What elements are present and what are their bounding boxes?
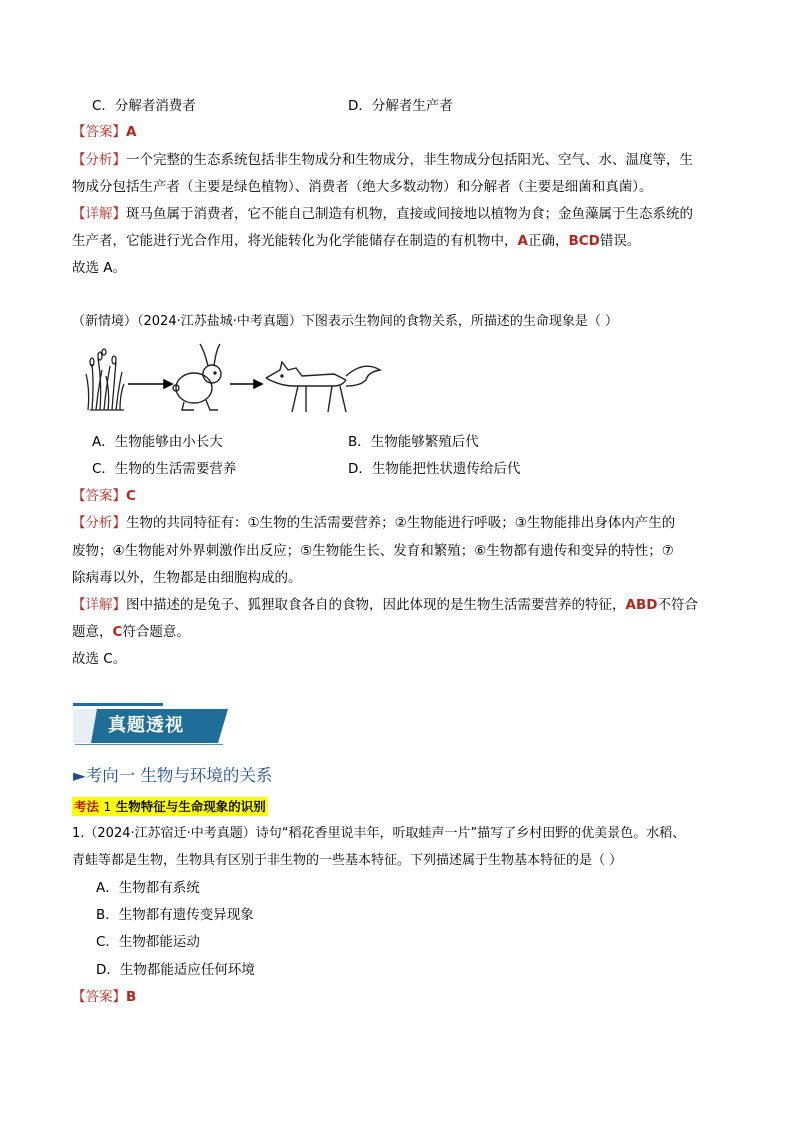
detail-tag: 【详解】 xyxy=(72,597,126,613)
analysis-text: 生物的共同特征有：①生物的生活需要营养；②生物能进行呼吸；③生物能排出身体内产生的 xyxy=(126,515,676,531)
analysis-line-1 xyxy=(72,513,675,533)
option-d: D．分解者生产者 xyxy=(348,98,453,114)
detail-text: 错误。 xyxy=(599,233,641,249)
answer-tag: 【答案】 xyxy=(72,124,126,140)
detail-letter: C xyxy=(112,624,123,640)
conclusion: 故选 A。 xyxy=(72,260,127,276)
section-heading: ►考向一 生物与环境的关系 xyxy=(73,766,273,785)
detail-text: 题意， xyxy=(72,624,113,640)
question-stem-line-1: 1.（2024·江苏宿迁·中考真题）诗句“稻花香里说丰年，听取蛙声一片”描写了乡村田野的优美景色。水稻、 xyxy=(72,826,686,841)
detail-letter: ABD xyxy=(625,597,658,613)
question-stem: （新情境）（2024·江苏盐城·中考真题）下图表示生物间的食物关系，所描述的生命现象是（ ） xyxy=(72,314,618,329)
option-c: C．分解者消费者 xyxy=(92,98,196,114)
analysis-line-2: 废物；④生物能对外界刺激作出反应；⑤生物能生长、发育和繁殖；⑥生物都有遗传和变异的特性；⑦ xyxy=(72,543,674,559)
answer-line xyxy=(72,122,136,142)
answer-tag: 【答案】 xyxy=(72,989,126,1005)
detail-letter: BCD xyxy=(568,233,600,249)
detail-line-1 xyxy=(72,204,693,224)
option-b: B．生物能够繁殖后代 xyxy=(348,434,479,450)
detail-line-1 xyxy=(72,595,698,615)
detail-text: 正确， xyxy=(527,233,569,249)
method-title: 生物特征与生命现象的识别 xyxy=(115,799,266,814)
answer-line xyxy=(72,486,136,506)
analysis-text: 一个完整的生态系统包括非生物成分和生物成分，非生物成分包括阳光、空气、水、温度等，生 xyxy=(126,152,693,168)
option-d: D．生物能把性状遗传给后代 xyxy=(348,461,521,477)
answer-value: B xyxy=(126,989,137,1005)
analysis-tag: 【分析】 xyxy=(72,515,126,531)
option-a: A．生物都有系统 xyxy=(96,880,200,896)
fox-icon xyxy=(266,362,380,412)
option-c: C．生物的生活需要营养 xyxy=(92,461,237,477)
method-number: 1 xyxy=(103,799,112,814)
arrow-icon xyxy=(230,380,262,388)
question-stem-line-2: 青蛙等都是生物，生物具有区别于非生物的一些基本特征。下列描述属于生物基本特征的是（ ） xyxy=(72,853,623,868)
answer-value: A xyxy=(126,124,137,140)
option-d: D．生物都能适应任何环境 xyxy=(96,962,255,978)
detail-text: 生产者，它能进行光合作用，将光能转化为化学能储存在制造的有机物中， xyxy=(72,233,518,249)
detail-text: 符合题意。 xyxy=(122,624,190,640)
section-banner-title: 真题透视 xyxy=(108,715,184,736)
answer-tag: 【答案】 xyxy=(72,488,126,504)
arrow-icon xyxy=(128,380,172,388)
analysis-line-3: 除病毒以外，生物都是由细胞构成的。 xyxy=(72,570,302,586)
analysis-line-2: 物成分包括生产者（主要是绿色植物）、消费者（绝大多数动物）和分解者（主要是细菌和真菌）。 xyxy=(72,179,653,195)
option-c: C．生物都能运动 xyxy=(96,934,200,950)
rabbit-icon xyxy=(173,344,221,410)
detail-tag: 【详解】 xyxy=(72,206,126,222)
detail-text: 图中描述的是兔子、狐狸取食各自的食物，因此体现的是生物生活需要营养的特征， xyxy=(126,597,626,613)
detail-letter: A xyxy=(517,233,528,249)
detail-text: 斑马鱼属于消费者，它不能自己制造有机物，直接或间接地以植物为食；金鱼藻属于生态系统的 xyxy=(126,206,693,222)
detail-text: 不符合 xyxy=(657,597,698,613)
option-b: B．生物都有遗传变异现象 xyxy=(96,907,254,923)
analysis-tag: 【分析】 xyxy=(72,152,126,168)
answer-value: C xyxy=(126,488,136,504)
food-chain-figure xyxy=(84,340,384,420)
method-label-text: 考法 xyxy=(74,799,100,814)
method-label xyxy=(72,797,268,816)
option-a: A．生物能够由小长大 xyxy=(92,434,223,450)
detail-line-2 xyxy=(72,231,640,251)
answer-line xyxy=(72,987,136,1007)
grass-icon xyxy=(86,349,124,410)
detail-line-2 xyxy=(72,622,190,642)
conclusion: 故选 C。 xyxy=(72,651,127,667)
analysis-line-1 xyxy=(72,150,693,170)
